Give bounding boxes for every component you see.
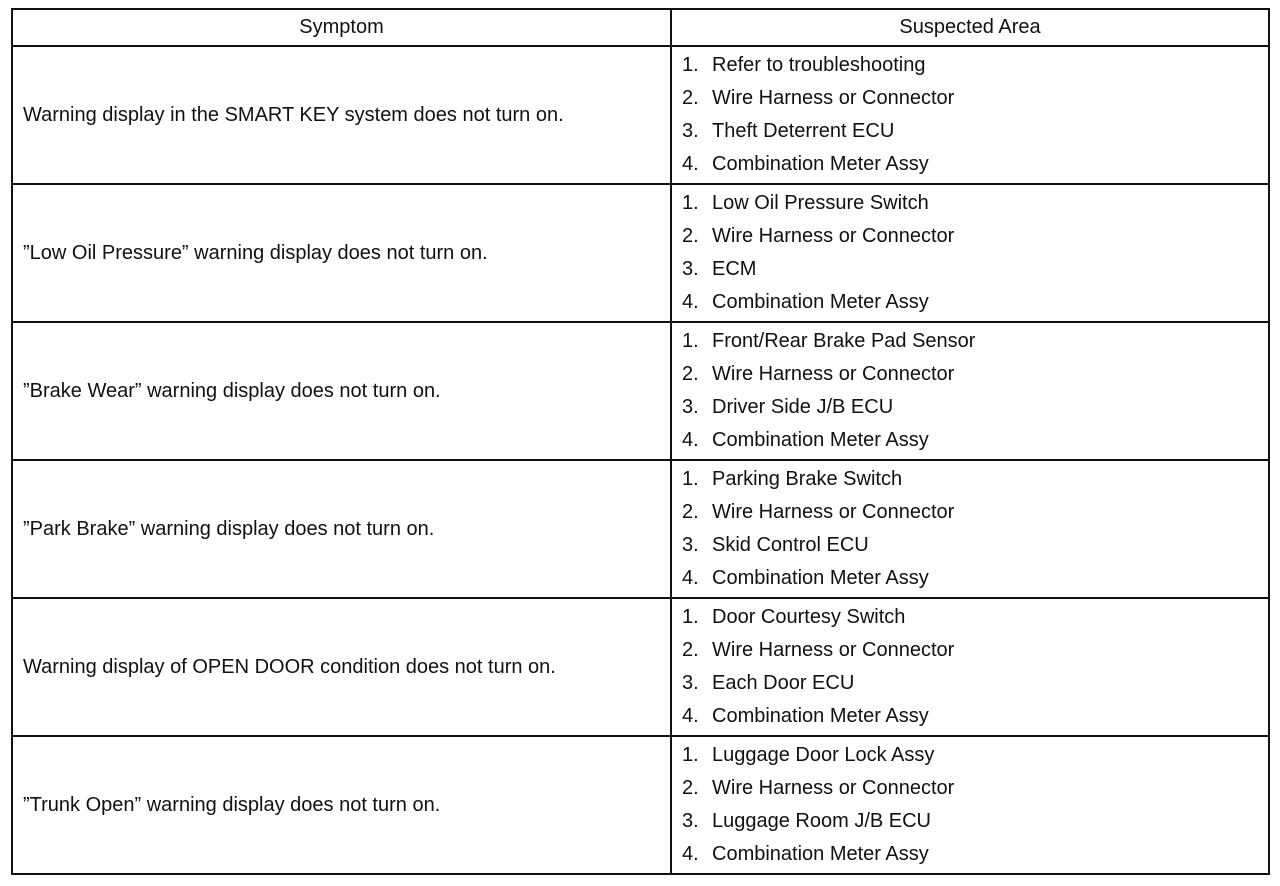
item-text: Combination Meter Assy xyxy=(712,153,929,176)
table-row xyxy=(12,598,1269,736)
item-number: 1. xyxy=(682,467,699,490)
item-text: Combination Meter Assy xyxy=(712,843,929,866)
suspected-area-item xyxy=(682,82,1268,115)
header-row xyxy=(12,9,1269,46)
suspected-area-item xyxy=(682,115,1268,148)
suspected-area-list xyxy=(672,187,1268,320)
item-number: 4. xyxy=(682,705,699,728)
item-text: Wire Harness or Connector xyxy=(712,500,955,523)
item-number: 1. xyxy=(682,329,699,352)
item-text: Wire Harness or Connector xyxy=(712,638,955,661)
item-number: 2. xyxy=(682,500,699,523)
header-symptom: Symptom xyxy=(12,9,671,46)
item-text: Combination Meter Assy xyxy=(712,705,929,728)
item-text: Refer to troubleshooting xyxy=(712,53,926,76)
item-text: Wire Harness or Connector xyxy=(712,86,955,109)
suspected-area-item xyxy=(682,805,1268,838)
suspected-area-item xyxy=(682,253,1268,286)
table-header xyxy=(12,9,1269,46)
item-text: Theft Deterrent ECU xyxy=(712,120,895,142)
suspected-area-item xyxy=(682,700,1268,733)
symptom-table xyxy=(11,8,1270,875)
item-number: 1. xyxy=(682,191,699,214)
item-text: Wire Harness or Connector xyxy=(712,224,955,247)
suspected-area-item xyxy=(682,391,1268,424)
suspected-area-item xyxy=(682,838,1268,871)
suspected-area-item xyxy=(682,772,1268,805)
suspected-area-list xyxy=(672,49,1268,182)
header-suspected-area: Suspected Area xyxy=(671,9,1269,46)
item-number: 3. xyxy=(682,120,699,142)
item-text: Door Courtesy Switch xyxy=(712,605,906,628)
suspected-area-item xyxy=(682,286,1268,319)
item-number: 3. xyxy=(682,258,699,280)
item-number: 4. xyxy=(682,843,699,866)
item-text: Driver Side J/B ECU xyxy=(712,396,894,418)
item-number: 1. xyxy=(682,53,699,76)
suspected-area-item xyxy=(682,424,1268,457)
suspected-area-cell xyxy=(671,322,1269,460)
item-number: 4. xyxy=(682,429,699,452)
item-number: 2. xyxy=(682,638,699,661)
suspected-area-item xyxy=(682,358,1268,391)
suspected-area-list xyxy=(672,601,1268,734)
item-number: 4. xyxy=(682,153,699,176)
item-number: 2. xyxy=(682,224,699,247)
suspected-area-item xyxy=(682,667,1268,700)
suspected-area-cell xyxy=(671,460,1269,598)
suspected-area-item xyxy=(682,463,1268,496)
item-number: 2. xyxy=(682,362,699,385)
item-number: 2. xyxy=(682,776,699,799)
suspected-area-list xyxy=(672,325,1268,458)
item-number: 3. xyxy=(682,672,699,694)
item-text: Combination Meter Assy xyxy=(712,567,929,590)
suspected-area-item xyxy=(682,148,1268,181)
suspected-area-cell xyxy=(671,736,1269,874)
item-text: Wire Harness or Connector xyxy=(712,776,955,799)
symptom-cell: Warning display of OPEN DOOR condition does not turn on. xyxy=(12,598,671,736)
symptom-cell: ”Brake Wear” warning display does not turn on. xyxy=(12,322,671,460)
suspected-area-item xyxy=(682,496,1268,529)
suspected-area-item xyxy=(682,601,1268,634)
suspected-area-item xyxy=(682,529,1268,562)
item-text: Parking Brake Switch xyxy=(712,467,903,490)
table-row xyxy=(12,322,1269,460)
item-text: Skid Control ECU xyxy=(712,534,869,556)
item-number: 1. xyxy=(682,743,699,766)
item-text: Front/Rear Brake Pad Sensor xyxy=(712,329,976,352)
symptom-cell: ”Trunk Open” warning display does not turn on. xyxy=(12,736,671,874)
table-row xyxy=(12,184,1269,322)
suspected-area-item xyxy=(682,187,1268,220)
symptom-cell: ”Park Brake” warning display does not turn on. xyxy=(12,460,671,598)
item-text: Low Oil Pressure Switch xyxy=(712,191,929,214)
item-number: 4. xyxy=(682,291,699,314)
item-text: Luggage Room J/B ECU xyxy=(712,810,932,832)
item-number: 4. xyxy=(682,567,699,590)
item-number: 3. xyxy=(682,534,699,556)
item-number: 3. xyxy=(682,810,699,832)
item-text: Each Door ECU xyxy=(712,672,855,694)
item-text: Luggage Door Lock Assy xyxy=(712,743,935,766)
symptom-cell: ”Low Oil Pressure” warning display does not turn on. xyxy=(12,184,671,322)
suspected-area-list xyxy=(672,739,1268,872)
item-text: ECM xyxy=(712,258,757,280)
item-number: 3. xyxy=(682,396,699,418)
table-row xyxy=(12,460,1269,598)
item-text: Wire Harness or Connector xyxy=(712,362,955,385)
suspected-area-cell xyxy=(671,46,1269,184)
symptom-cell: Warning display in the SMART KEY system does not turn on. xyxy=(12,46,671,184)
item-text: Combination Meter Assy xyxy=(712,429,929,452)
suspected-area-item xyxy=(682,739,1268,772)
table-row xyxy=(12,46,1269,184)
suspected-area-item xyxy=(682,325,1268,358)
suspected-area-item xyxy=(682,49,1268,82)
suspected-area-cell xyxy=(671,184,1269,322)
suspected-area-item xyxy=(682,634,1268,667)
item-number: 2. xyxy=(682,86,699,109)
suspected-area-item xyxy=(682,220,1268,253)
item-number: 1. xyxy=(682,605,699,628)
suspected-area-cell xyxy=(671,598,1269,736)
item-text: Combination Meter Assy xyxy=(712,291,929,314)
table-row xyxy=(12,736,1269,874)
suspected-area-item xyxy=(682,562,1268,595)
suspected-area-list xyxy=(672,463,1268,596)
table-body xyxy=(12,46,1269,874)
